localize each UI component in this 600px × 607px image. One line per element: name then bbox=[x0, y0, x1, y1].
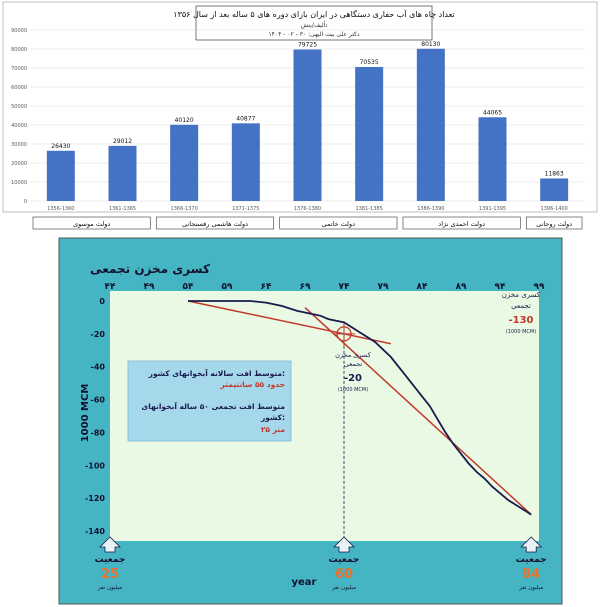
bar-data-label: 40120 bbox=[174, 116, 194, 124]
info-box-line-3: متوسط افت تجمعی ۵۰ ساله آبخوانهای bbox=[141, 402, 285, 411]
government-label: دولت احمدی نژاد bbox=[438, 220, 486, 228]
top-chart-x-ticks bbox=[47, 206, 568, 212]
y-tick-label: 50000 bbox=[11, 104, 27, 110]
end-label-unit: (1000 MCM) bbox=[505, 329, 537, 335]
government-label: دولت هاشمی رفسنجانی bbox=[182, 220, 248, 228]
bar bbox=[355, 67, 383, 201]
bar bbox=[540, 178, 568, 201]
bar-data-label: 26430 bbox=[51, 142, 71, 150]
bar-data-label: 40877 bbox=[236, 115, 256, 123]
y-tick-label: 60000 bbox=[11, 85, 27, 91]
bar bbox=[232, 123, 260, 201]
y-tick-label: 20000 bbox=[11, 161, 27, 167]
info-box-line-4: کشور: bbox=[260, 413, 285, 422]
y-tick-label: 0 bbox=[99, 297, 105, 306]
x-tick-label: ۶۴ bbox=[260, 282, 272, 292]
bar-data-label: 80130 bbox=[421, 40, 441, 48]
y-tick-label: -120 bbox=[84, 494, 105, 504]
x-tick-label: 1396-1400 bbox=[540, 206, 568, 212]
y-tick-label: -100 bbox=[84, 461, 105, 471]
top-chart-subtitle-2: دکتر علی بیت الیهی: ۳۰ - ۰۲ - ۱۴۰۴ bbox=[268, 31, 360, 38]
x-tick-label: ۷۴ bbox=[338, 282, 350, 292]
end-label-value: -130 bbox=[508, 315, 534, 326]
population-label: جمعیت bbox=[515, 555, 547, 565]
x-tick-label: ۹۹ bbox=[533, 282, 545, 292]
bar bbox=[417, 49, 445, 201]
marker-label-1: کسری مخزن bbox=[335, 351, 371, 359]
population-value: 60 bbox=[334, 567, 354, 582]
population-value: 25 bbox=[100, 567, 120, 582]
info-box-line-1: متوسط افت سالانه آبخوانهای کشور: bbox=[148, 369, 285, 378]
y-tick-label: -20 bbox=[90, 329, 105, 339]
bar bbox=[294, 50, 322, 201]
x-tick-label: 1361-1365 bbox=[108, 206, 137, 212]
marker-label-value: -20 bbox=[343, 373, 363, 384]
x-tick-label: ۸۹ bbox=[455, 282, 467, 292]
y-tick-label: 10000 bbox=[11, 180, 27, 186]
top-chart-government-labels bbox=[33, 217, 582, 229]
marker-label-2: تجمعی bbox=[343, 360, 363, 368]
x-tick-label: 1366-1370 bbox=[170, 206, 198, 212]
x-tick-label: ۷۹ bbox=[377, 282, 389, 292]
x-tick-label: ۴۹ bbox=[143, 282, 155, 292]
bar-chart-wells bbox=[0, 0, 600, 233]
y-tick-label: -40 bbox=[90, 362, 105, 372]
x-tick-label: ۴۴ bbox=[104, 282, 116, 292]
x-tick-label: 1371-1375 bbox=[232, 206, 260, 212]
bar bbox=[47, 151, 75, 201]
y-tick-label: 70000 bbox=[11, 66, 27, 72]
x-tick-label: 1376-1380 bbox=[293, 206, 322, 212]
population-label: جمعیت bbox=[94, 555, 126, 565]
bar bbox=[170, 125, 198, 201]
info-box-line-2: حدود ۵۵ سانتیمتر bbox=[220, 380, 285, 389]
end-label-1: کسری مخزن bbox=[501, 291, 541, 299]
bar bbox=[109, 146, 137, 201]
x-tick-label: 1356-1360 bbox=[47, 206, 75, 212]
population-unit: میلیون نفر bbox=[97, 585, 123, 591]
y-tick-label: 90000 bbox=[11, 28, 27, 34]
line-chart-aquifer-deficit bbox=[0, 233, 600, 607]
info-box-line-5: ۲۵ متر bbox=[260, 425, 285, 434]
x-tick-label: ۸۴ bbox=[416, 282, 428, 292]
y-tick-label: -80 bbox=[90, 428, 105, 438]
y-tick-label: 40000 bbox=[11, 123, 27, 129]
bar-data-label: 11863 bbox=[544, 170, 564, 178]
population-value: 84 bbox=[522, 567, 541, 582]
x-tick-label: ۶۹ bbox=[299, 282, 311, 292]
population-label: جمعیت bbox=[328, 555, 360, 565]
government-label: دولت روحانی bbox=[536, 220, 573, 228]
x-tick-label: ۵۹ bbox=[221, 282, 233, 292]
bar-data-label: 70535 bbox=[359, 58, 379, 66]
x-tick-label: 1386-1390 bbox=[417, 206, 445, 212]
x-tick-label: ۹۴ bbox=[494, 282, 506, 292]
y-tick-label: 80000 bbox=[11, 47, 27, 53]
government-label: دولت خاتمی bbox=[321, 220, 356, 228]
bar bbox=[479, 117, 507, 201]
end-label-2: تجمعی bbox=[511, 302, 531, 310]
y-tick-label: 30000 bbox=[11, 142, 27, 148]
top-chart-subtitle-1: تألیف/ینش bbox=[300, 22, 328, 29]
y-tick-label: 0 bbox=[23, 199, 27, 205]
y-tick-label: -140 bbox=[84, 527, 105, 536]
bar-data-label: 79725 bbox=[297, 41, 318, 49]
x-tick-label: ۵۴ bbox=[182, 282, 194, 292]
government-label: دولت موسوی bbox=[73, 220, 111, 228]
bottom-chart-title: کسری مخزن تجمعی bbox=[90, 262, 210, 276]
x-tick-label: 1381-1385 bbox=[355, 206, 383, 212]
population-unit: میلیون نفر bbox=[331, 585, 357, 591]
marker-label-unit: (1000 MCM) bbox=[337, 387, 369, 393]
population-unit: میلیون نفر bbox=[519, 585, 544, 591]
y-tick-label: -60 bbox=[90, 395, 105, 405]
x-tick-label: 1391-1395 bbox=[478, 206, 507, 212]
top-chart-title: تعداد چاه های آب حفاری دستگاهی در ایران بازای دوره های ۵ ساله بعد از سال ۱۳۵۶ bbox=[173, 10, 455, 19]
bottom-chart-ylabel: 1000 MCM bbox=[80, 383, 91, 443]
bar-data-label: 44065 bbox=[482, 109, 503, 117]
bottom-chart-xlabel: year bbox=[291, 577, 317, 588]
bar-data-label: 29012 bbox=[112, 137, 133, 145]
